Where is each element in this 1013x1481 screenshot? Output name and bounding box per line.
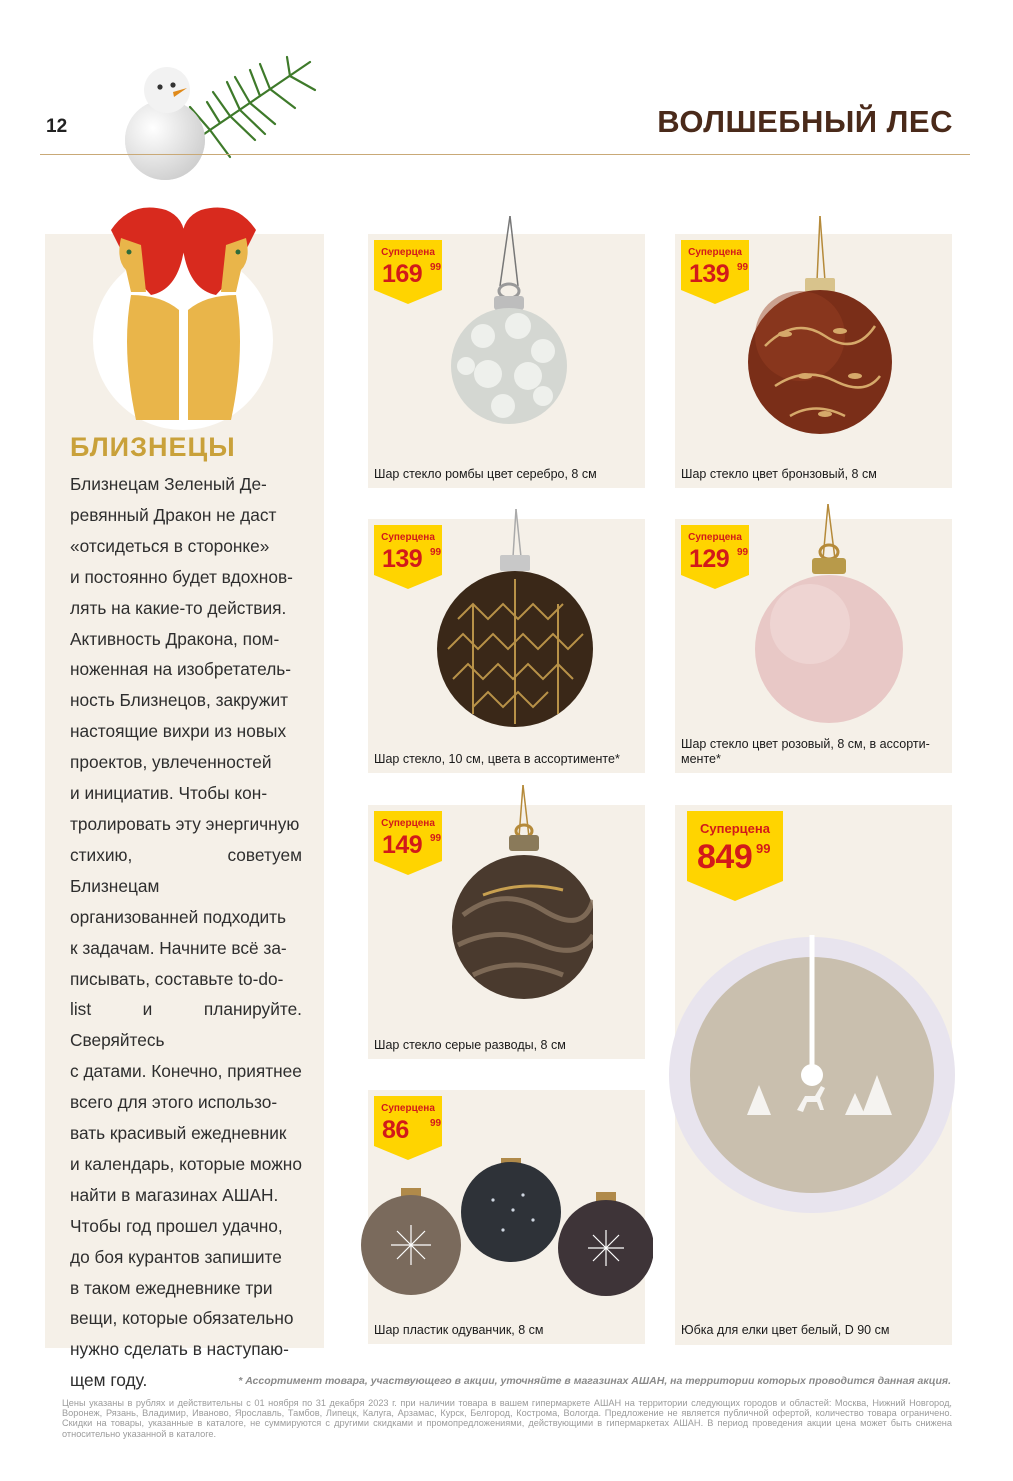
snowman-fir-branch-icon — [115, 52, 325, 182]
assortment-footnote: * Ассортимент товара, участвующего в акции, уточняйте в магазинах АШАН, на территории которых проводится данная акция. — [238, 1375, 951, 1387]
price-badge: Суперцена 849 99 — [687, 811, 783, 901]
header-divider — [40, 154, 970, 155]
article-line: Активность Дракона, пом- — [70, 628, 280, 649]
article-line: нужно сделать в наступаю- — [70, 1339, 289, 1360]
product-title: Шар стекло цвет розовый, 8 см, в ассорти- — [681, 737, 930, 751]
product-card[interactable] — [368, 234, 645, 488]
dandelion-ornaments-image — [353, 1150, 653, 1320]
product-card[interactable] — [675, 234, 952, 488]
article-line: тролировать эту энергичную — [70, 813, 300, 834]
product-card[interactable] — [675, 805, 952, 1345]
bronze-ornament-image — [745, 216, 895, 456]
product-card[interactable] — [368, 1090, 645, 1344]
price-badge: Суперцена 139 99 — [374, 525, 442, 589]
article-line: вещи, которые обязательно — [70, 1308, 294, 1329]
article-line: «отсидеться в сторонке» — [70, 535, 270, 556]
product-title-line2: менте* — [681, 752, 721, 766]
legal-disclaimer: Цены указаны в рублях и действительны с 01 ноября по 31 декабря 2023 г. при наличии товара в вашем гипермаркете АШАН на территории следующих городов и областей: Москва, Нижний Новгород, Воронеж, Рязань, Владимир, Иваново, Ярославль, Тамбов, Липецк, Калуга, Арзамас, Курск, Белгород, Кострома, Вологда. Предложение не является публичной офертой, количество товара ограничено. Скидки на товары, указанные в каталоге, не суммируются с другими скидками и промопредложениями, действующими в гипермаркетах АШАН. В период проведения акции цена может быть снижена относительно указанной в каталоге. — [62, 1398, 952, 1439]
product-card[interactable] — [675, 519, 952, 773]
product-card[interactable] — [368, 805, 645, 1059]
product-title: Шар стекло ромбы цвет серебро, 8 см — [374, 467, 597, 481]
article-line: с датами. Конечно, приятнее — [70, 1061, 302, 1082]
product-title: Шар стекло серые разводы, 8 см — [374, 1038, 566, 1052]
article-line: всего для этого использо- — [70, 1092, 278, 1113]
gold-leaf-ornament-image — [428, 509, 598, 739]
article-line: щем году. — [70, 1370, 148, 1391]
article-line: проектов, увлеченностей — [70, 752, 272, 773]
pink-ornament-image — [745, 504, 905, 734]
article-line: и постоянно будет вдохнов- — [70, 566, 293, 587]
silver-rhombus-ornament-image — [448, 216, 578, 456]
page-number: 12 — [46, 116, 68, 137]
article-line: найти в магазинах АШАН. — [70, 1184, 279, 1205]
article-body — [70, 469, 302, 1396]
product-title: Юбка для елки цвет белый, D 90 см — [681, 1323, 890, 1337]
article-line: Близнецам Зеленый Де- — [70, 474, 267, 494]
product-title: Шар стекло цвет бронзовый, 8 см — [681, 467, 877, 481]
gray-swirl-ornament-image — [443, 785, 593, 1025]
price-badge: Суперцена 169 99 — [374, 240, 442, 304]
price-badge: Суперцена 139 99 — [681, 240, 749, 304]
article-line: Чтобы год прошел удачно, — [70, 1215, 283, 1236]
price-badge: Суперцена 129 99 — [681, 525, 749, 589]
article-line: list и планируйте. Сверяйтесь — [70, 999, 302, 1051]
article-line: стихию, советуем Близнецам — [70, 844, 302, 896]
article-line: писывать, составьте to-do- — [70, 968, 284, 989]
article-line: настоящие вихри из новых — [70, 721, 287, 742]
article-line: в таком ежедневнике три — [70, 1277, 273, 1298]
article-line: и инициатив. Чтобы кон- — [70, 783, 268, 804]
price-badge: Суперцена 86 99 — [374, 1096, 442, 1160]
article-line: и календарь, которые можно — [70, 1153, 302, 1174]
article-title: БЛИЗНЕЦЫ — [70, 432, 236, 462]
price-badge: Суперцена 149 99 — [374, 811, 442, 875]
article-line: до боя курантов запишите — [70, 1246, 282, 1267]
article-line: ревянный Дракон не даст — [70, 504, 277, 525]
article-line: лять на какие-то действия. — [70, 597, 287, 618]
article-line: к задачам. Начните всё за- — [70, 937, 287, 958]
article-line: организованней подходить — [70, 906, 287, 927]
article-line: ность Близнецов, закружит — [70, 690, 289, 711]
product-title: Шар стекло, 10 см, цвета в ассортименте* — [374, 752, 620, 766]
section-title: ВОЛШЕБНЫЙ ЛЕС — [657, 104, 953, 139]
product-card[interactable] — [368, 519, 645, 773]
product-title: Шар пластик одуванчик, 8 см — [374, 1323, 544, 1337]
article-line: вать красивый ежедневник — [70, 1123, 287, 1144]
gemini-zodiac-icon — [91, 200, 276, 430]
tree-skirt-image — [667, 935, 957, 1235]
article-line: ноженная на изобретатель- — [70, 659, 292, 680]
